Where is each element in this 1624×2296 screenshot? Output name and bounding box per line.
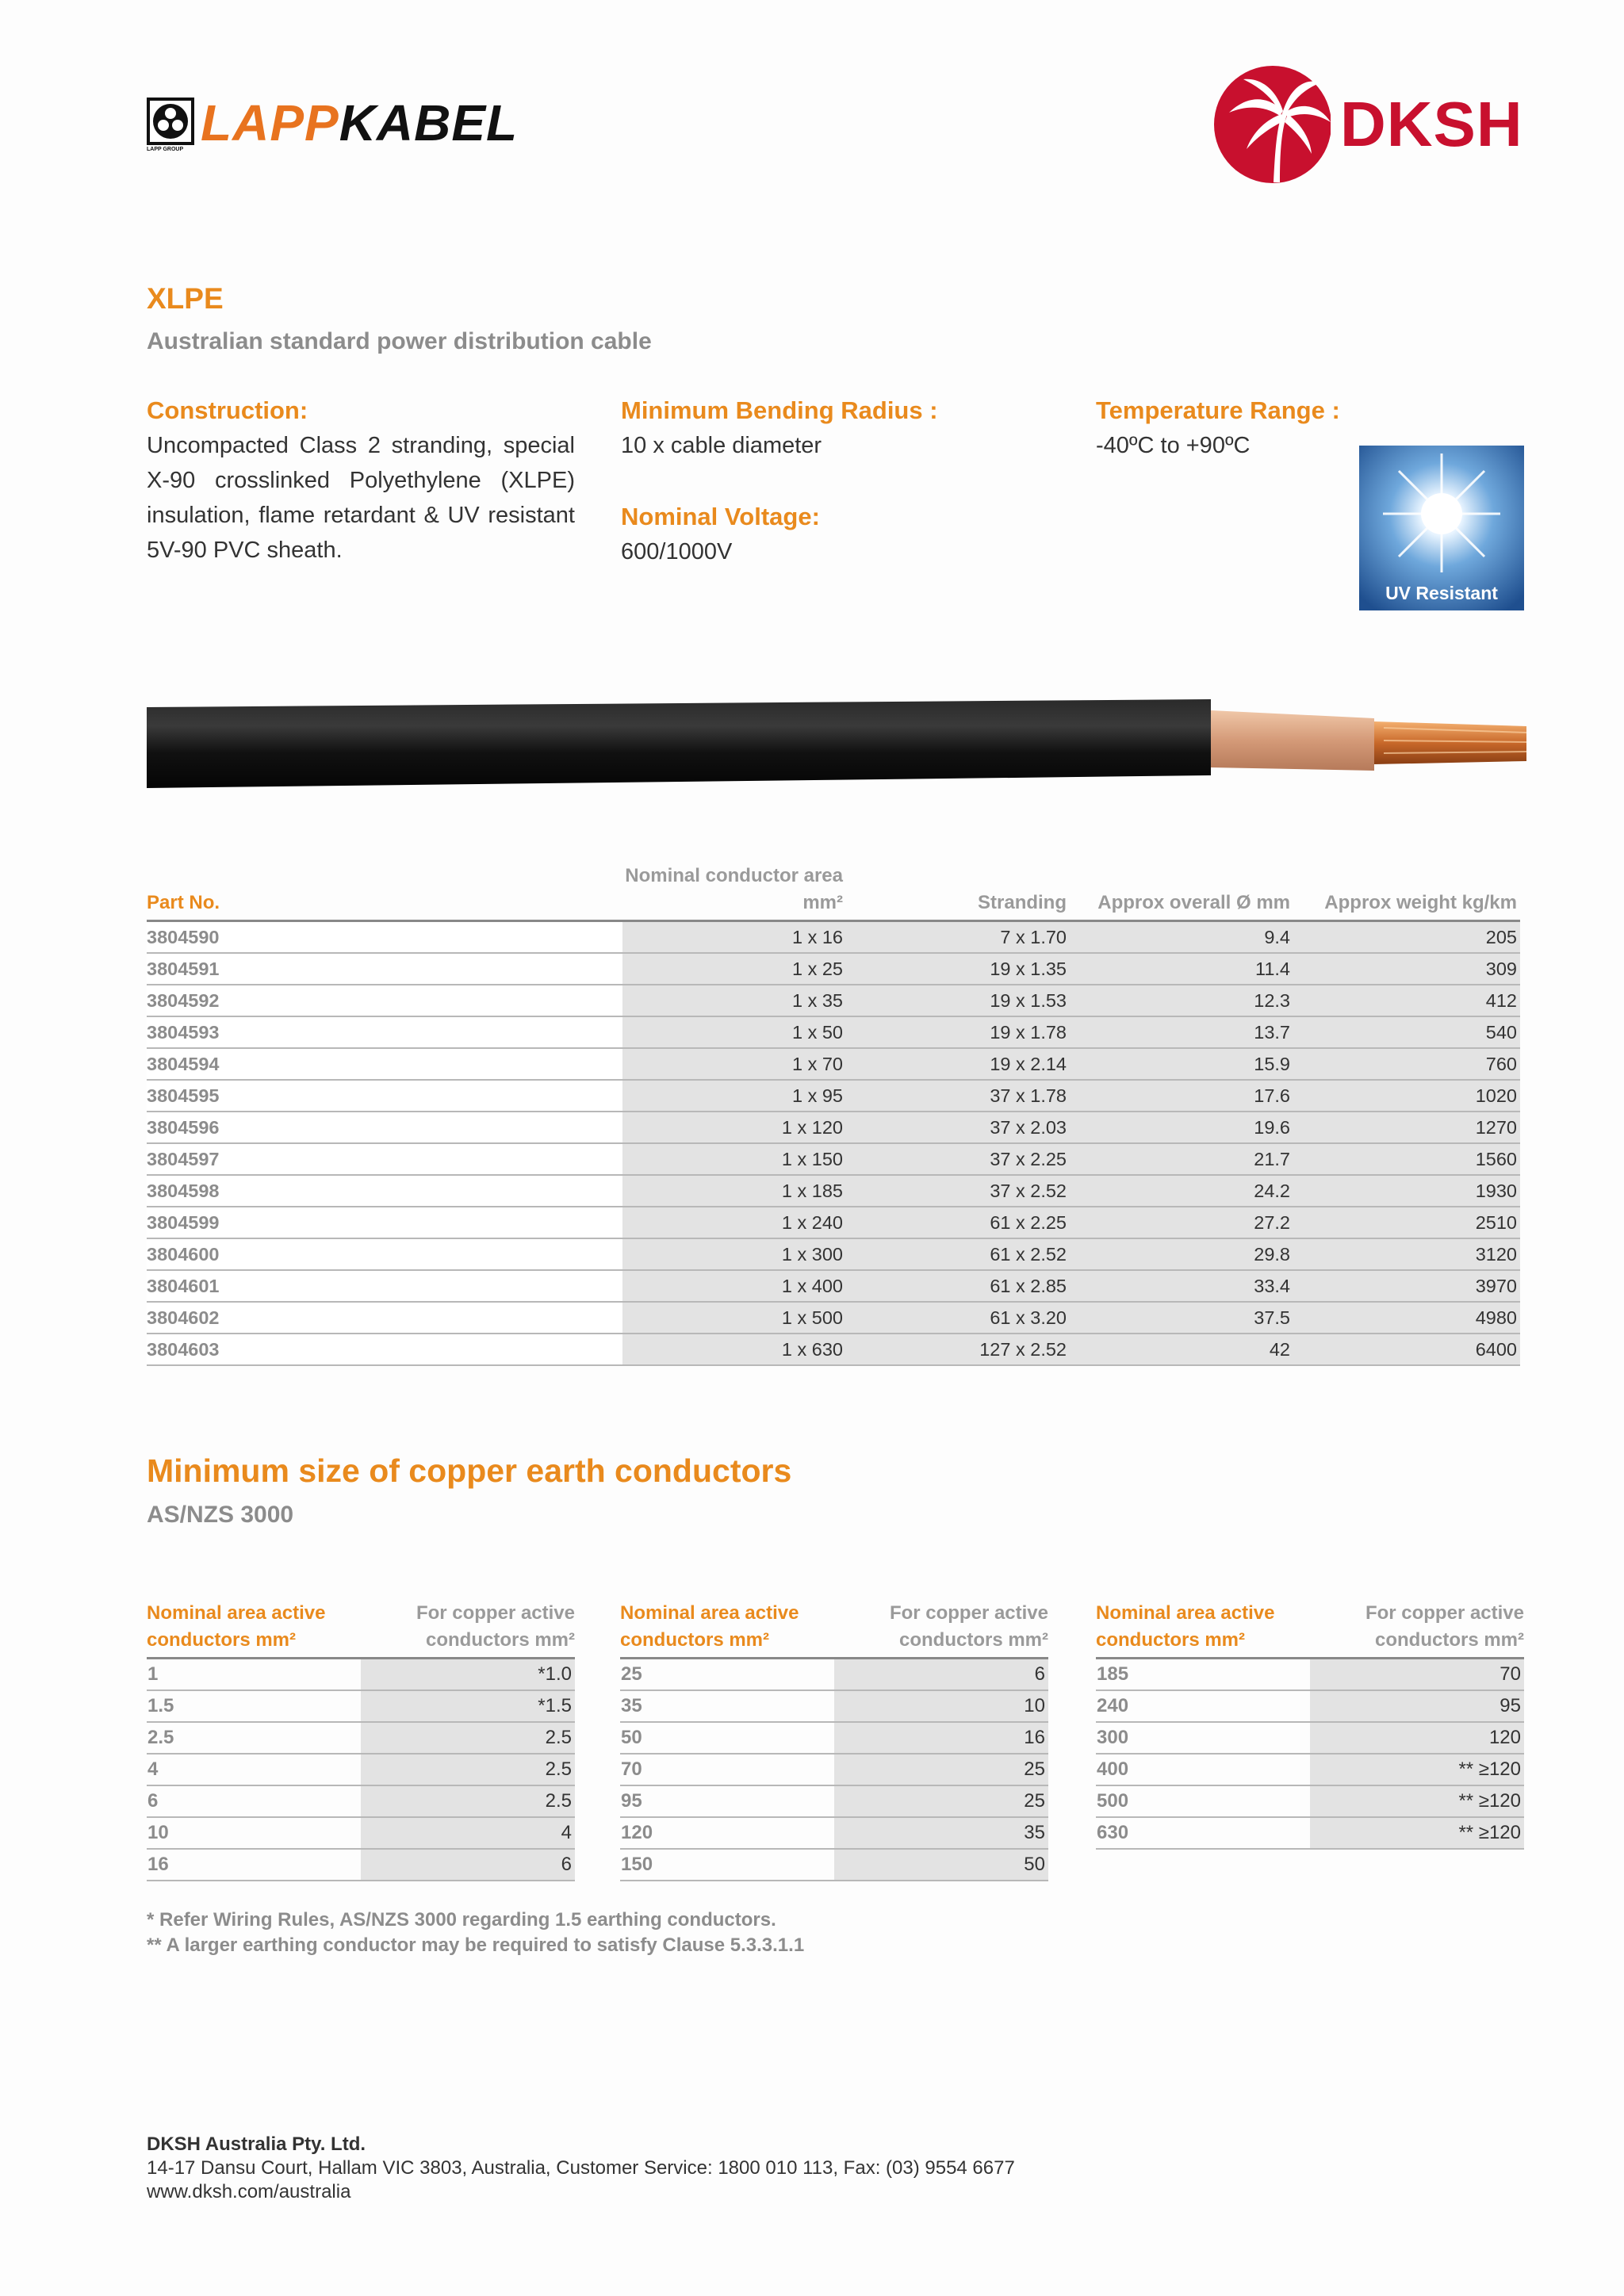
earth-nominal-area-cell: 150 <box>620 1849 834 1881</box>
earth-table-3 <box>1096 1600 1524 1850</box>
table-row <box>147 1143 1520 1175</box>
earth-copper-size-cell: 6 <box>834 1659 1048 1691</box>
cell-conductor-area: 1 x 630 <box>622 1334 846 1365</box>
cell-conductor-area: 1 x 16 <box>622 921 846 954</box>
table-row <box>147 1016 1520 1048</box>
cell-weight: 1270 <box>1293 1112 1520 1143</box>
earth-nominal-area-cell: 240 <box>1096 1690 1310 1722</box>
earth-nominal-area-cell: 300 <box>1096 1722 1310 1754</box>
lapp-word: LAPP <box>201 94 339 151</box>
earth-copper-size-cell: 25 <box>834 1785 1048 1817</box>
earth-copper-size-cell: *1.0 <box>361 1659 575 1691</box>
earth-copper-size-cell: ** ≥120 <box>1310 1754 1524 1785</box>
earth-nominal-area-cell: 6 <box>147 1785 361 1817</box>
cell-part-no: 3804602 <box>147 1302 622 1334</box>
earth-table-row <box>147 1817 575 1849</box>
cell-conductor-area: 1 x 185 <box>622 1175 846 1207</box>
cable-specification-table <box>147 863 1520 1366</box>
bending-radius-text: 10 x cable diameter <box>621 433 822 458</box>
earth-table-row <box>147 1722 575 1754</box>
cell-stranding: 37 x 1.78 <box>846 1080 1070 1112</box>
earth-table-row <box>1096 1785 1524 1817</box>
earth-table-row <box>620 1754 1048 1785</box>
cell-stranding: 37 x 2.03 <box>846 1112 1070 1143</box>
earth-header-copper: For copper active conductors mm² <box>889 1602 1048 1651</box>
earth-nominal-area-cell: 500 <box>1096 1785 1310 1817</box>
cell-overall-diameter: 17.6 <box>1070 1080 1293 1112</box>
earth-table-row <box>620 1849 1048 1881</box>
earth-table-row <box>147 1849 575 1881</box>
cell-overall-diameter: 21.7 <box>1070 1143 1293 1175</box>
cell-stranding: 127 x 2.52 <box>846 1334 1070 1365</box>
earth-copper-size-cell: 35 <box>834 1817 1048 1849</box>
cell-conductor-area: 1 x 35 <box>622 985 846 1016</box>
lapp-kabel-logo <box>147 94 518 152</box>
cell-part-no: 3804600 <box>147 1238 622 1270</box>
earth-nominal-area-cell: 2.5 <box>147 1722 361 1754</box>
cell-overall-diameter: 29.8 <box>1070 1238 1293 1270</box>
cell-stranding: 7 x 1.70 <box>846 921 1070 954</box>
cell-stranding: 37 x 2.52 <box>846 1175 1070 1207</box>
table-row <box>147 985 1520 1016</box>
cell-overall-diameter: 37.5 <box>1070 1302 1293 1334</box>
earth-copper-size-cell: *1.5 <box>361 1690 575 1722</box>
header-conductor-area: Nominal conductor area mm² <box>625 865 843 913</box>
cell-stranding: 19 x 1.53 <box>846 985 1070 1016</box>
earth-header-nominal-area: Nominal area active conductors mm² <box>147 1602 326 1651</box>
earth-copper-size-cell: ** ≥120 <box>1310 1817 1524 1849</box>
cell-overall-diameter: 33.4 <box>1070 1270 1293 1302</box>
dksh-logo <box>1212 63 1523 186</box>
cell-conductor-area: 1 x 400 <box>622 1270 846 1302</box>
cell-part-no: 3804594 <box>147 1048 622 1080</box>
earth-conductors-standard: AS/NZS 3000 <box>147 1502 294 1528</box>
cell-part-no: 3804596 <box>147 1112 622 1143</box>
earth-copper-size-cell: 4 <box>361 1817 575 1849</box>
cell-conductor-area: 1 x 50 <box>622 1016 846 1048</box>
bending-radius-section <box>621 396 1049 463</box>
cell-conductor-area: 1 x 500 <box>622 1302 846 1334</box>
earth-table-row <box>147 1659 575 1691</box>
cell-conductor-area: 1 x 95 <box>622 1080 846 1112</box>
cell-overall-diameter: 11.4 <box>1070 953 1293 985</box>
kabel-word: KABEL <box>339 94 519 151</box>
earth-copper-size-cell: 70 <box>1310 1659 1524 1691</box>
nominal-voltage-heading: Nominal Voltage: <box>621 503 820 530</box>
cell-stranding: 61 x 2.25 <box>846 1207 1070 1238</box>
cell-weight: 412 <box>1293 985 1520 1016</box>
table-row <box>147 1270 1520 1302</box>
cell-conductor-area: 1 x 150 <box>622 1143 846 1175</box>
earth-conductors-title: Minimum size of copper earth conductors <box>147 1452 792 1489</box>
earth-nominal-area-cell: 25 <box>620 1659 834 1691</box>
lapp-kabel-wordmark <box>201 94 518 152</box>
footer-company: DKSH Australia Pty. Ltd. <box>147 2133 366 2155</box>
earth-table-row <box>620 1659 1048 1691</box>
cell-overall-diameter: 27.2 <box>1070 1207 1293 1238</box>
earth-table-row <box>1096 1754 1524 1785</box>
earth-header-copper: For copper active conductors mm² <box>416 1602 575 1651</box>
earth-table-2 <box>620 1600 1048 1881</box>
earth-nominal-area-cell: 35 <box>620 1690 834 1722</box>
earth-copper-size-cell: 10 <box>834 1690 1048 1722</box>
cell-part-no: 3804592 <box>147 985 622 1016</box>
header-overall-diameter: Approx overall Ø mm <box>1097 892 1290 913</box>
table-row <box>147 1238 1520 1270</box>
product-subtitle: Australian standard power distribution cable <box>147 328 652 354</box>
earth-nominal-area-cell: 10 <box>147 1817 361 1849</box>
cell-part-no: 3804590 <box>147 921 622 954</box>
earth-table-row <box>620 1722 1048 1754</box>
earth-nominal-area-cell: 4 <box>147 1754 361 1785</box>
cell-weight: 6400 <box>1293 1334 1520 1365</box>
earth-copper-size-cell: 120 <box>1310 1722 1524 1754</box>
earth-copper-size-cell: 2.5 <box>361 1785 575 1817</box>
cell-weight: 1930 <box>1293 1175 1520 1207</box>
cell-stranding: 19 x 2.14 <box>846 1048 1070 1080</box>
cell-weight: 1560 <box>1293 1143 1520 1175</box>
cell-overall-diameter: 19.6 <box>1070 1112 1293 1143</box>
cell-weight: 760 <box>1293 1048 1520 1080</box>
header-weight: Approx weight kg/km <box>1324 892 1517 913</box>
footnotes <box>147 1908 804 1958</box>
dksh-wordmark: DKSH <box>1340 89 1523 159</box>
earth-header-nominal-area: Nominal area active conductors mm² <box>1096 1602 1275 1651</box>
cell-stranding: 61 x 2.85 <box>846 1270 1070 1302</box>
construction-heading: Construction: <box>147 396 308 424</box>
cell-overall-diameter: 42 <box>1070 1334 1293 1365</box>
earth-table-row <box>147 1690 575 1722</box>
table-row <box>147 1302 1520 1334</box>
earth-header-row <box>147 1600 575 1659</box>
cell-weight: 3120 <box>1293 1238 1520 1270</box>
cell-overall-diameter: 24.2 <box>1070 1175 1293 1207</box>
earth-copper-size-cell: 50 <box>834 1849 1048 1881</box>
earth-nominal-area-cell: 95 <box>620 1785 834 1817</box>
earth-nominal-area-cell: 400 <box>1096 1754 1310 1785</box>
cell-conductor-area: 1 x 70 <box>622 1048 846 1080</box>
header-part-no: Part No. <box>147 892 220 913</box>
cell-stranding: 61 x 3.20 <box>846 1302 1070 1334</box>
table-row <box>147 921 1520 954</box>
construction-text: Uncompacted Class 2 stranding, special X-90 crosslinked Polyethylene (XLPE) insulation, flame retardant & UV resistant 5V-90 PVC sheath. <box>147 433 575 563</box>
bending-radius-heading: Minimum Bending Radius : <box>621 396 938 424</box>
cell-weight: 540 <box>1293 1016 1520 1048</box>
cell-weight: 2510 <box>1293 1207 1520 1238</box>
temperature-range-text: -40ºC to +90ºC <box>1096 433 1251 458</box>
construction-section <box>147 396 575 568</box>
cell-weight: 1020 <box>1293 1080 1520 1112</box>
footer-address: 14-17 Dansu Court, Hallam VIC 3803, Australia, Customer Service: 1800 010 113, Fax: (03) 9554 6677 <box>147 2157 1015 2179</box>
cell-weight: 3970 <box>1293 1270 1520 1302</box>
earth-header-row <box>1096 1600 1524 1659</box>
earth-copper-size-cell: ** ≥120 <box>1310 1785 1524 1817</box>
table-header-row <box>147 863 1520 921</box>
earth-nominal-area-cell: 185 <box>1096 1659 1310 1691</box>
cell-part-no: 3804601 <box>147 1270 622 1302</box>
cell-part-no: 3804591 <box>147 953 622 985</box>
footnote-1: * Refer Wiring Rules, AS/NZS 3000 regarding 1.5 earthing conductors. <box>147 1909 776 1931</box>
footer <box>147 2133 1015 2204</box>
cell-overall-diameter: 13.7 <box>1070 1016 1293 1048</box>
cell-part-no: 3804603 <box>147 1334 622 1365</box>
earth-table-row <box>1096 1690 1524 1722</box>
earth-table-row <box>147 1754 575 1785</box>
header-stranding: Stranding <box>978 892 1067 913</box>
earth-table-row <box>620 1817 1048 1849</box>
cell-conductor-area: 1 x 25 <box>622 953 846 985</box>
earth-copper-size-cell: 6 <box>361 1849 575 1881</box>
earth-table-row <box>1096 1722 1524 1754</box>
temperature-range-heading: Temperature Range : <box>1096 396 1340 424</box>
cell-conductor-area: 1 x 300 <box>622 1238 846 1270</box>
earth-header-copper: For copper active conductors mm² <box>1365 1602 1524 1651</box>
lapp-group-label: LAPP GROUP <box>147 147 184 152</box>
dksh-palm-icon <box>1212 63 1331 186</box>
earth-copper-size-cell: 25 <box>834 1754 1048 1785</box>
earth-nominal-area-cell: 50 <box>620 1722 834 1754</box>
earth-table-row <box>620 1690 1048 1722</box>
cell-weight: 309 <box>1293 953 1520 985</box>
earth-table-1 <box>147 1600 575 1881</box>
cell-weight: 205 <box>1293 921 1520 954</box>
uv-resistant-badge <box>1359 446 1524 610</box>
earth-nominal-area-cell: 1 <box>147 1659 361 1691</box>
cell-part-no: 3804597 <box>147 1143 622 1175</box>
cell-part-no: 3804598 <box>147 1175 622 1207</box>
table-row <box>147 1080 1520 1112</box>
table-row <box>147 1112 1520 1143</box>
earth-table-row <box>620 1785 1048 1817</box>
table-row <box>147 1048 1520 1080</box>
cell-stranding: 19 x 1.78 <box>846 1016 1070 1048</box>
cell-overall-diameter: 15.9 <box>1070 1048 1293 1080</box>
earth-copper-size-cell: 2.5 <box>361 1754 575 1785</box>
earth-nominal-area-cell: 120 <box>620 1817 834 1849</box>
lapp-cable-icon <box>147 98 194 152</box>
nominal-voltage-text: 600/1000V <box>621 539 733 564</box>
cell-stranding: 19 x 1.35 <box>846 953 1070 985</box>
earth-header-row <box>620 1600 1048 1659</box>
cell-part-no: 3804595 <box>147 1080 622 1112</box>
cell-conductor-area: 1 x 120 <box>622 1112 846 1143</box>
earth-nominal-area-cell: 70 <box>620 1754 834 1785</box>
earth-table-row <box>1096 1659 1524 1691</box>
footer-website-link[interactable]: www.dksh.com/australia <box>147 2181 351 2202</box>
cell-weight: 4980 <box>1293 1302 1520 1334</box>
earth-copper-size-cell: 95 <box>1310 1690 1524 1722</box>
earth-table-row <box>147 1785 575 1817</box>
cell-stranding: 37 x 2.25 <box>846 1143 1070 1175</box>
table-row <box>147 1207 1520 1238</box>
cell-part-no: 3804599 <box>147 1207 622 1238</box>
earth-header-nominal-area: Nominal area active conductors mm² <box>620 1602 799 1651</box>
cell-stranding: 61 x 2.52 <box>846 1238 1070 1270</box>
product-title: XLPE <box>147 282 224 315</box>
uv-resistant-label: UV Resistant <box>1385 583 1498 603</box>
cell-overall-diameter: 9.4 <box>1070 921 1293 954</box>
cell-overall-diameter: 12.3 <box>1070 985 1293 1016</box>
cell-conductor-area: 1 x 240 <box>622 1207 846 1238</box>
earth-nominal-area-cell: 1.5 <box>147 1690 361 1722</box>
table-row <box>147 1175 1520 1207</box>
cable-image <box>147 691 1526 794</box>
earth-copper-size-cell: 2.5 <box>361 1722 575 1754</box>
cell-part-no: 3804593 <box>147 1016 622 1048</box>
table-row <box>147 953 1520 985</box>
earth-table-row <box>1096 1817 1524 1849</box>
earth-nominal-area-cell: 16 <box>147 1849 361 1881</box>
earth-nominal-area-cell: 630 <box>1096 1817 1310 1849</box>
footnote-2: ** A larger earthing conductor may be required to satisfy Clause 5.3.3.1.1 <box>147 1934 805 1956</box>
nominal-voltage-section <box>621 503 1049 569</box>
table-row <box>147 1334 1520 1365</box>
earth-copper-size-cell: 16 <box>834 1722 1048 1754</box>
